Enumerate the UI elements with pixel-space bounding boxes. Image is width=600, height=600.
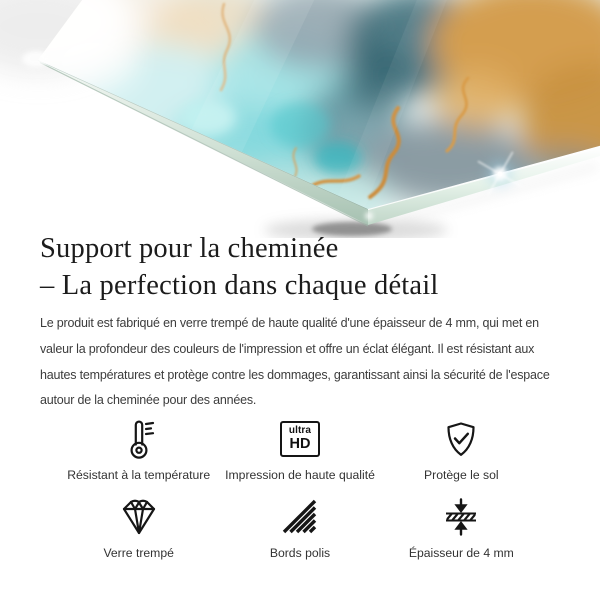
- feature-temperature: [58, 416, 219, 482]
- feature-label: Résistant à la température: [67, 468, 211, 483]
- feature-thickness: [381, 494, 542, 560]
- ultra-hd-icon-text-bottom: HD: [289, 436, 311, 453]
- feature-label: Impression de haute qualité: [225, 468, 375, 483]
- description-line: Le produit est fabriqué en verre trempé de haute qualité d'une épaisseur de 4 mm, qui met en: [40, 316, 539, 330]
- feature-tempered-glass: [58, 494, 219, 560]
- ultra-hd-icon: [280, 416, 320, 462]
- diamond-icon: [119, 494, 159, 540]
- feature-label: Protège le sol: [424, 468, 499, 483]
- features-grid: [40, 414, 560, 560]
- feature-floor-protection: [381, 416, 542, 482]
- glass-panel-photo: [0, 0, 600, 238]
- description-line: hautes températures et protège contre les dommages, garantissant ainsi la sécurité de l'espace: [40, 367, 550, 382]
- description-line: autour de la cheminée pour des années.: [40, 393, 257, 408]
- thickness-icon: [441, 494, 481, 540]
- ultra-hd-icon-text-top: ultra: [288, 425, 312, 437]
- feature-label: Bords polis: [269, 546, 331, 561]
- thermometer-icon: [119, 416, 159, 462]
- marble-print-art: [0, 0, 600, 228]
- shield-check-icon: [441, 416, 481, 462]
- corner-glint: [365, 212, 373, 220]
- feature-polished-edges: [219, 494, 380, 560]
- feature-print-quality: [219, 416, 380, 482]
- content-section: [0, 230, 600, 560]
- tip-fade: [22, 51, 50, 67]
- title-line-1: Support pour la cheminée: [40, 233, 339, 264]
- description-line: valeur la profondeur des couleurs de l'impression et offre un éclat élégant. Il est résistant aux: [40, 341, 535, 356]
- page-title: [40, 230, 560, 304]
- hero-product-image: [0, 0, 600, 228]
- feature-label: Verre trempé: [103, 546, 174, 561]
- feature-label: Épaisseur de 4 mm: [408, 546, 514, 561]
- product-description: [40, 311, 560, 414]
- polished-edges-icon: [280, 494, 320, 540]
- title-line-2: – La perfection dans chaque détail: [40, 270, 439, 301]
